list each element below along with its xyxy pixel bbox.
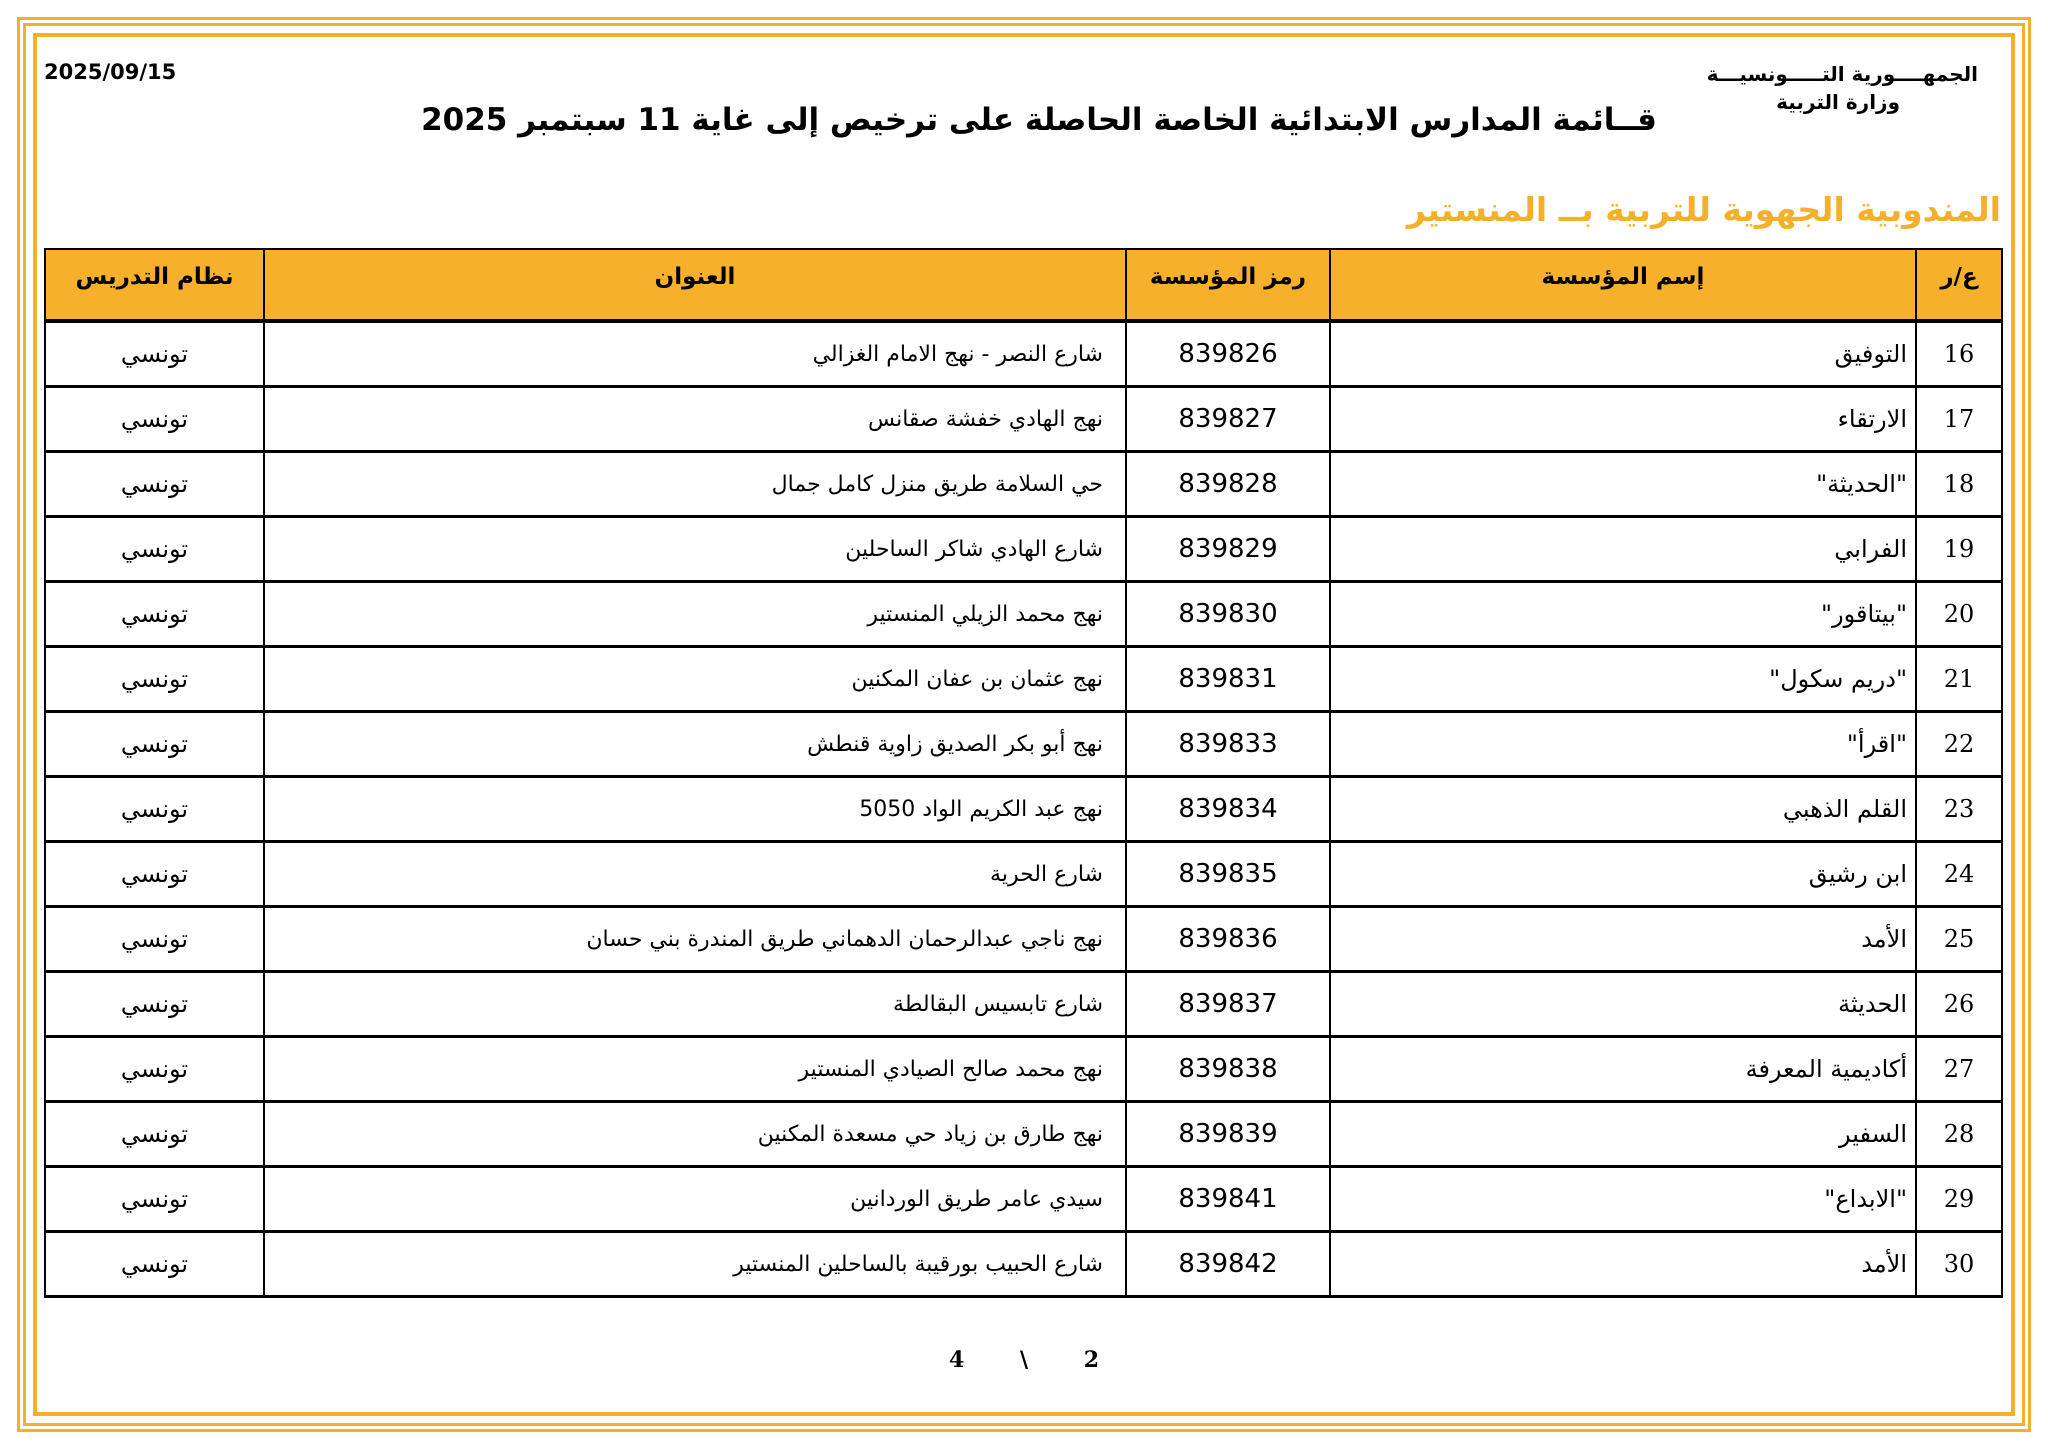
table-row (45, 907, 2002, 972)
teaching-system: تونسي (45, 387, 264, 452)
school-code: 839835 (1126, 842, 1330, 907)
row-number: 27 (1916, 1037, 2002, 1102)
row-number: 24 (1916, 842, 2002, 907)
school-name: الحديثة (1330, 972, 1916, 1037)
table-row (45, 972, 2002, 1037)
column-header-system: نظام التدريس (45, 249, 264, 321)
document-title: قــائمة المدارس الابتدائية الخاصة الحاصلة على ترخيص إلى غاية 11 سبتمبر 2025 (421, 102, 1657, 138)
school-address: نهج ناجي عبدالرحمان الدهماني طريق المندرة بني حسان (264, 907, 1126, 972)
row-number: 22 (1916, 712, 2002, 777)
teaching-system: تونسي (45, 647, 264, 712)
document-date: 2025/09/15 (44, 60, 177, 84)
school-name: الأمد (1330, 1232, 1916, 1297)
row-number: 29 (1916, 1167, 2002, 1232)
school-code: 839826 (1126, 321, 1330, 387)
school-code: 839831 (1126, 647, 1330, 712)
school-code: 839839 (1126, 1102, 1330, 1167)
teaching-system: تونسي (45, 907, 264, 972)
teaching-system: تونسي (45, 842, 264, 907)
school-name: ابن رشيق (1330, 842, 1916, 907)
column-header-name: إسم المؤسسة (1330, 249, 1916, 321)
school-address: نهج طارق بن زياد حي مسعدة المكنين (264, 1102, 1126, 1167)
table-row (45, 517, 2002, 582)
school-name: "بيتاقور" (1330, 582, 1916, 647)
school-code: 839830 (1126, 582, 1330, 647)
school-address: نهج عثمان بن عفان المكنين (264, 647, 1126, 712)
row-number: 20 (1916, 582, 2002, 647)
row-number: 19 (1916, 517, 2002, 582)
table-row (45, 452, 2002, 517)
page-total: 4 (948, 1347, 965, 1373)
page-current: 2 (1083, 1347, 1099, 1373)
teaching-system: تونسي (45, 972, 264, 1037)
page-separator: \ (1019, 1347, 1029, 1373)
school-code: 839833 (1126, 712, 1330, 777)
table-row (45, 1232, 2002, 1297)
table-row (45, 777, 2002, 842)
school-name: الأمد (1330, 907, 1916, 972)
school-name: أكاديمية المعرفة (1330, 1037, 1916, 1102)
table-row (45, 842, 2002, 907)
table-header-row (45, 249, 2002, 321)
school-address: نهج محمد صالح الصيادي المنستير (264, 1037, 1126, 1102)
school-code: 839834 (1126, 777, 1330, 842)
row-number: 26 (1916, 972, 2002, 1037)
table-row (45, 1102, 2002, 1167)
teaching-system: تونسي (45, 712, 264, 777)
column-header-address: العنوان (264, 249, 1126, 321)
table-row (45, 582, 2002, 647)
column-header-num: ع/ر (1916, 249, 2002, 321)
teaching-system: تونسي (45, 582, 264, 647)
school-address: نهج محمد الزيلي المنستير (264, 582, 1126, 647)
school-address: سيدي عامر طريق الوردانين (264, 1167, 1126, 1232)
teaching-system: تونسي (45, 777, 264, 842)
school-name: "الابداع" (1330, 1167, 1916, 1232)
school-code: 839828 (1126, 452, 1330, 517)
teaching-system: تونسي (45, 1037, 264, 1102)
teaching-system: تونسي (45, 1102, 264, 1167)
school-name: السفير (1330, 1102, 1916, 1167)
schools-table (44, 248, 2003, 1298)
school-address: نهج أبو بكر الصديق زاوية قنطش (264, 712, 1126, 777)
table-body (45, 321, 2002, 1297)
school-address: شارع الحبيب بورقيبة بالساحلين المنستير (264, 1232, 1126, 1297)
table-row (45, 387, 2002, 452)
school-address: شارع الحرية (264, 842, 1126, 907)
table-row (45, 712, 2002, 777)
school-name: "الحديثة" (1330, 452, 1916, 517)
school-address: حي السلامة طريق منزل كامل جمال (264, 452, 1126, 517)
school-name: القلم الذهبي (1330, 777, 1916, 842)
school-address: شارع تابسيس البقالطة (264, 972, 1126, 1037)
school-name: التوفيق (1330, 321, 1916, 387)
row-number: 21 (1916, 647, 2002, 712)
table-row (45, 321, 2002, 387)
school-code: 839837 (1126, 972, 1330, 1037)
teaching-system: تونسي (45, 321, 264, 387)
school-code: 839842 (1126, 1232, 1330, 1297)
row-number: 23 (1916, 777, 2002, 842)
school-code: 839827 (1126, 387, 1330, 452)
ministry-name: وزارة التربية (1776, 90, 1900, 114)
school-code: 839829 (1126, 517, 1330, 582)
school-name: "اقرأ" (1330, 712, 1916, 777)
row-number: 18 (1916, 452, 2002, 517)
school-code: 839841 (1126, 1167, 1330, 1232)
teaching-system: تونسي (45, 1167, 264, 1232)
table-row (45, 1167, 2002, 1232)
row-number: 30 (1916, 1232, 2002, 1297)
region-heading: المندوبية الجهوية للتربية بــ المنستير (1406, 190, 2001, 229)
school-name: الارتقاء (1330, 387, 1916, 452)
table-row (45, 647, 2002, 712)
row-number: 25 (1916, 907, 2002, 972)
row-number: 28 (1916, 1102, 2002, 1167)
teaching-system: تونسي (45, 517, 264, 582)
column-header-code: رمز المؤسسة (1126, 249, 1330, 321)
school-address: شارع الهادي شاكر الساحلين (264, 517, 1126, 582)
school-code: 839838 (1126, 1037, 1330, 1102)
teaching-system: تونسي (45, 452, 264, 517)
page-number (0, 1347, 2048, 1373)
school-address: نهج عبد الكريم الواد 5050 (264, 777, 1126, 842)
table-row (45, 1037, 2002, 1102)
school-code: 839836 (1126, 907, 1330, 972)
country-name: الجمهــــورية التـــــونسيـــة (1706, 62, 1978, 86)
school-address: نهج الهادي خفشة صقانس (264, 387, 1126, 452)
school-address: شارع النصر - نهج الامام الغزالي (264, 321, 1126, 387)
school-name: "دريم سكول" (1330, 647, 1916, 712)
school-name: الفرابي (1330, 517, 1916, 582)
row-number: 17 (1916, 387, 2002, 452)
teaching-system: تونسي (45, 1232, 264, 1297)
row-number: 16 (1916, 321, 2002, 387)
